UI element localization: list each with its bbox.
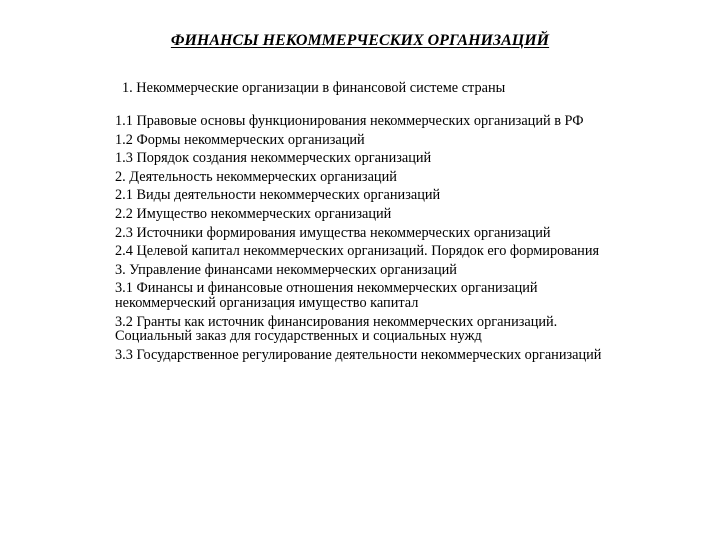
contents-item: 2.2 Имущество некоммерческих организаций	[115, 205, 392, 222]
contents-item: 3.2 Гранты как источник финансирования некоммерческих организаций. Социальный заказ для государственных и социальных нужд	[115, 313, 558, 345]
contents-item: 2. Деятельность некоммерческих организаций	[115, 168, 397, 185]
page-title: ФИНАНСЫ НЕКОММЕРЧЕСКИХ ОРГАНИЗАЦИЙ	[170, 32, 550, 49]
contents-item: 3. Управление финансами некоммерческих организаций	[115, 261, 457, 278]
section-subtitle: 1. Некоммерческие организации в финансовой системе страны	[122, 80, 506, 96]
contents-item: 1.2 Формы некоммерческих организаций	[115, 131, 365, 148]
contents-list	[115, 114, 615, 366]
contents-item: 2.1 Виды деятельности некоммерческих организаций	[115, 187, 441, 204]
contents-item: 1.1 Правовые основы функционирования некоммерческих организаций в РФ	[115, 113, 584, 129]
contents-item: 3.1 Финансы и финансовые отношения некоммерческих организаций некоммерческий организация имущество капитал	[115, 280, 538, 311]
contents-item: 3.3 Государственное регулирование деятельности некоммерческих организаций	[115, 346, 602, 363]
contents-item: 2.4 Целевой капитал некоммерческих организаций. Порядок его формирования	[115, 243, 600, 260]
contents-item: 1.3 Порядок создания некоммерческих организаций	[115, 150, 432, 167]
contents-item: 2.3 Источники формирования имущества некоммерческих организаций	[115, 224, 551, 241]
